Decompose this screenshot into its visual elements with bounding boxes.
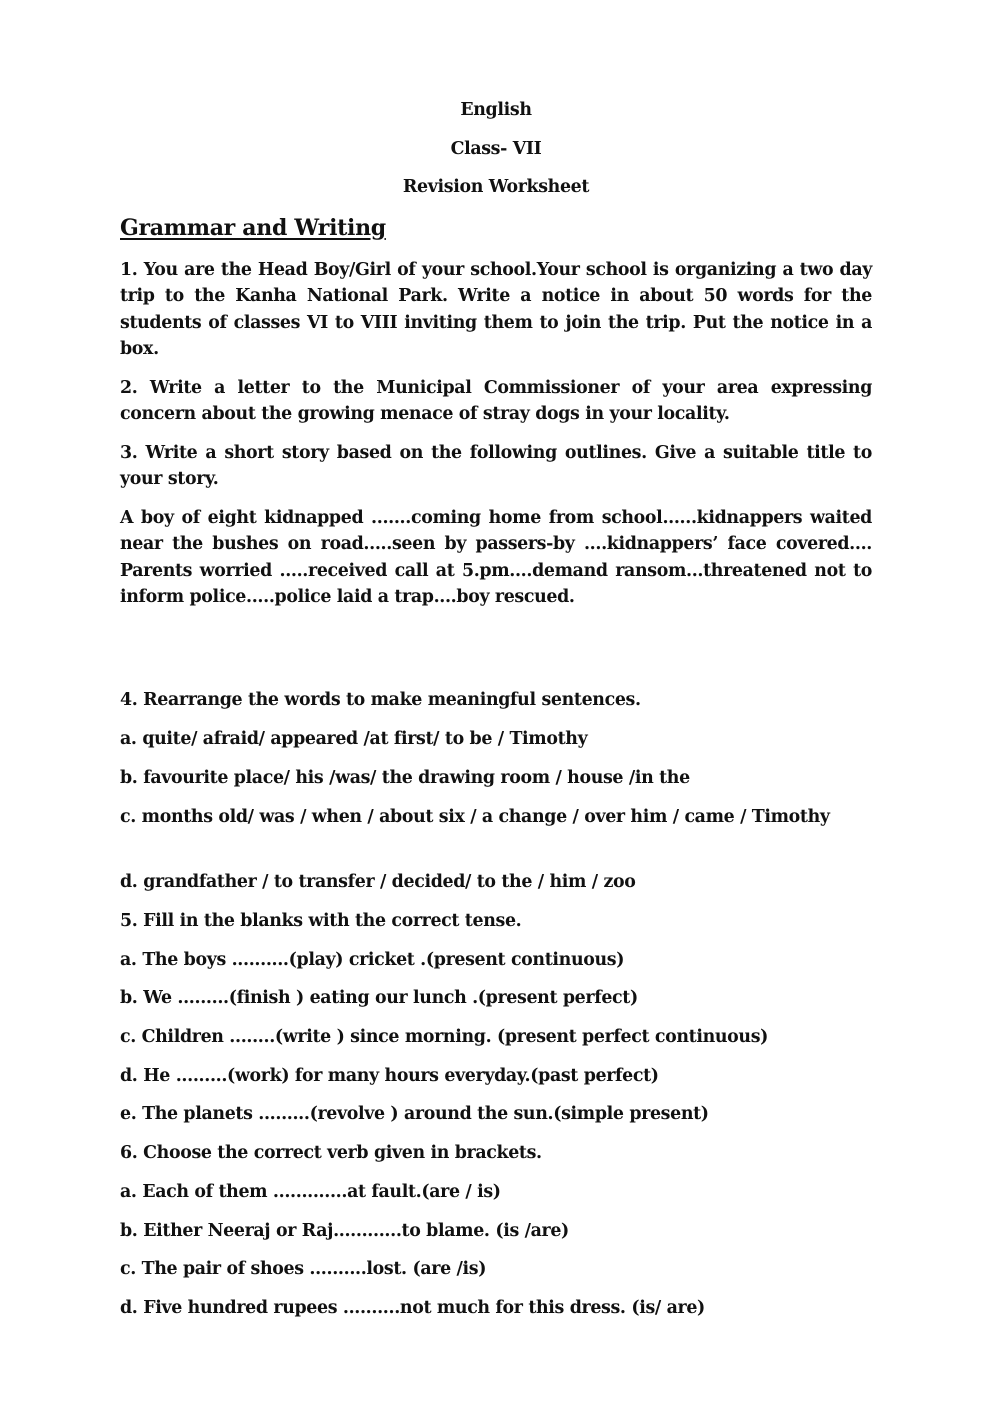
question-5-prompt: 5. Fill in the blanks with the correct tense. (120, 911, 522, 931)
question-4-item-a: a. quite/ afraid/ appeared /at first/ to be / Timothy (120, 729, 588, 749)
question-4-prompt: 4. Rearrange the words to make meaningful sentences. (120, 690, 641, 710)
question-5-item-b: b. We .........(finish ) eating our lunch .(present perfect) (120, 988, 638, 1008)
class-title: Class- VII (450, 139, 542, 159)
question-4-item-b: b. favourite place/ his /was/ the drawing room / house /in the (120, 768, 690, 788)
question-6-item-a: a. Each of them .............at fault.(are / is) (120, 1182, 501, 1202)
question-3-outline: A boy of eight kidnapped .......coming home from school......kidnappers waited near the bushes on road.....seen by passers-by ....kidnappers’ face covered.... Parents worried .....received call at 5.pm....demand ransom...threatened not to inform police.....police laid a trap....boy rescued. (120, 508, 872, 607)
question-6-item-d: d. Five hundred rupees ..........not much for this dress. (is/ are) (120, 1298, 705, 1318)
question-4-item-c: c. months old/ was / when / about six / a change / over him / came / Timothy (120, 807, 830, 827)
question-5-item-c: c. Children ........(write ) since morning. (present perfect continuous) (120, 1027, 769, 1047)
question-5-item-a: a. The boys ..........(play) cricket .(present continuous) (120, 950, 625, 970)
question-5-item-e: e. The planets .........(revolve ) around the sun.(simple present) (120, 1104, 709, 1124)
question-5-item-d: d. He .........(work) for many hours everyday.(past perfect) (120, 1066, 659, 1086)
question-6-item-c: c. The pair of shoes ..........lost. (are /is) (120, 1259, 487, 1279)
subject-title: English (460, 100, 532, 120)
question-1: 1. You are the Head Boy/Girl of your school.Your school is organizing a two day trip to the Kanha National Park. Write a notice in about 50 words for the students of classes VI to VIII inviting them to join the trip. Put the notice in a box. (120, 260, 872, 359)
question-2: 2. Write a letter to the Municipal Commissioner of your area expressing concern about the growing menace of stray dogs in your locality. (120, 378, 872, 425)
question-6-item-b: b. Either Neeraj or Raj............to blame. (is /are) (120, 1221, 569, 1241)
worksheet-title: Revision Worksheet (402, 177, 590, 197)
question-4-item-d: d. grandfather / to transfer / decided/ to the / him / zoo (120, 872, 636, 892)
section-heading: Grammar and Writing (120, 215, 386, 241)
question-3: 3. Write a short story based on the following outlines. Give a suitable title to your story. (120, 443, 872, 490)
question-6-prompt: 6. Choose the correct verb given in brackets. (120, 1143, 542, 1163)
